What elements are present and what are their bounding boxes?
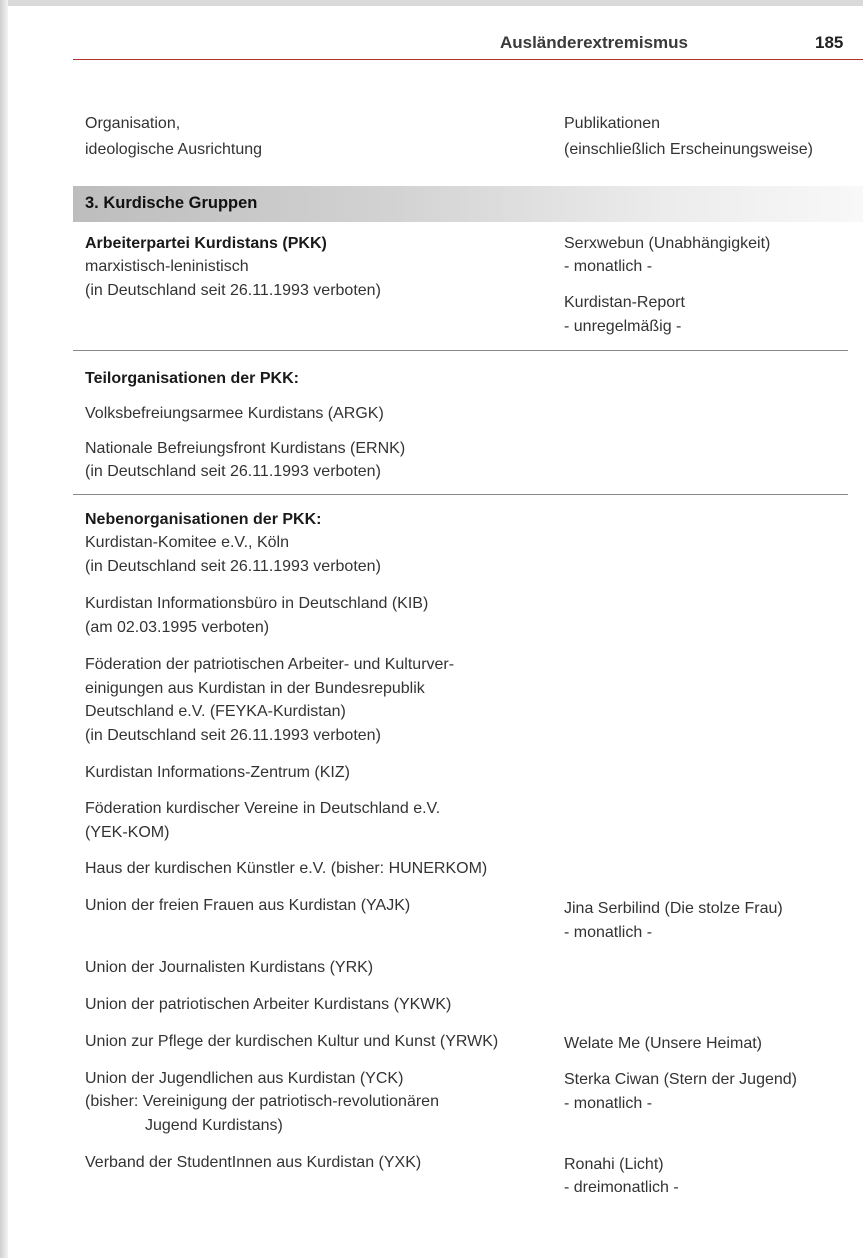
column-heading-publikationen: Publikationen: [564, 115, 661, 132]
list-item-feyka: Deutschland e.V. (FEYKA-Kurdistan): [85, 703, 346, 720]
list-item-yck: (bisher: Vereinigung der patriotisch-revolutionären: [85, 1093, 439, 1110]
column-heading-ausrichtung: ideologische Ausrichtung: [85, 141, 263, 158]
publication-frequency: - monatlich -: [564, 924, 653, 941]
pkk-ban: (in Deutschland seit 26.11.1993 verboten): [85, 282, 381, 299]
list-item-yekkom: (YEK-KOM): [85, 824, 170, 841]
column-heading-organisation: Organisation,: [85, 115, 181, 132]
pkk-ideology: marxistisch-leninistisch: [85, 258, 249, 275]
list-item-yck-indent: Jugend Kurdistans): [145, 1117, 283, 1134]
publication-title: Sterka Ciwan (Stern der Jugend): [564, 1071, 797, 1088]
list-item-yekkom: Föderation kurdischer Vereine in Deutschland e.V.: [85, 800, 441, 817]
publication-title: Welate Me (Unsere Heimat): [564, 1035, 762, 1052]
page-top-edge: [0, 0, 863, 6]
column-heading-erscheinungsweise: (einschließlich Erscheinungsweise): [564, 141, 813, 158]
publication-title: Jina Serbilind (Die stolze Frau): [564, 900, 783, 917]
publication-frequency: - monatlich -: [564, 1095, 653, 1112]
divider: [73, 350, 848, 351]
pkk-pub2-title: Kurdistan-Report: [564, 294, 685, 311]
list-item-hunerkom: Haus der kurdischen Künstler e.V. (bisher: HUNERKOM): [85, 860, 488, 877]
neben-heading: Nebenorganisationen der PKK:: [85, 511, 322, 528]
list-item-ernk-ban: (in Deutschland seit 26.11.1993 verboten): [85, 463, 381, 480]
running-header-title: Ausländerextremismus: [499, 33, 688, 52]
list-item-yck: Union der Jugendlichen aus Kurdistan (YCK): [85, 1070, 404, 1087]
list-item-argk: Volksbefreiungsarmee Kurdistans (ARGK): [85, 405, 384, 422]
list-item-yck: [85, 1115, 283, 1136]
list-item-feyka-ban: (in Deutschland seit 26.11.1993 verboten): [85, 727, 381, 744]
publication-frequency: - dreimonatlich -: [564, 1179, 679, 1196]
list-item-feyka: einigungen aus Kurdistan in der Bundesrepublik: [85, 680, 425, 697]
list-item-komitee-ban: (in Deutschland seit 26.11.1993 verboten): [85, 558, 381, 575]
list-item-yrwk: Union zur Pflege der kurdischen Kultur und Kunst (YRWK): [85, 1033, 499, 1050]
list-item-yajk: Union der freien Frauen aus Kurdistan (YAJK): [85, 897, 411, 914]
list-item-feyka: Föderation der patriotischen Arbeiter- und Kulturver-: [85, 656, 455, 673]
list-item-ykwk: Union der patriotischen Arbeiter Kurdistans (YKWK): [85, 996, 452, 1013]
list-item-yxk: Verband der StudentInnen aus Kurdistan (YXK): [85, 1154, 422, 1171]
list-item-kib-ban: (am 02.03.1995 verboten): [85, 619, 270, 636]
list-item-ernk: Nationale Befreiungsfront Kurdistans (ERNK): [85, 440, 406, 457]
header-rule: [73, 59, 863, 60]
pkk-name: Arbeiterpartei Kurdistans (PKK): [85, 235, 327, 252]
divider: [73, 494, 848, 495]
page-number: 185: [815, 33, 844, 52]
section-title: 3. Kurdische Gruppen: [85, 194, 258, 212]
page-left-edge: [0, 0, 8, 1258]
pkk-pub2-frequency: - unregelmäßig -: [564, 318, 682, 335]
teil-heading: Teilorganisationen der PKK:: [85, 370, 299, 387]
list-item-kiz: Kurdistan Informations-Zentrum (KIZ): [85, 764, 350, 781]
pkk-pub1-title: Serxwebun (Unabhängigkeit): [564, 235, 771, 252]
list-item-yrk: Union der Journalisten Kurdistans (YRK): [85, 959, 374, 976]
pkk-pub1-frequency: - monatlich -: [564, 258, 653, 275]
list-item-kib: Kurdistan Informationsbüro in Deutschland (KIB): [85, 595, 429, 612]
publication-title: Ronahi (Licht): [564, 1156, 664, 1173]
list-item-komitee: Kurdistan-Komitee e.V., Köln: [85, 534, 289, 551]
